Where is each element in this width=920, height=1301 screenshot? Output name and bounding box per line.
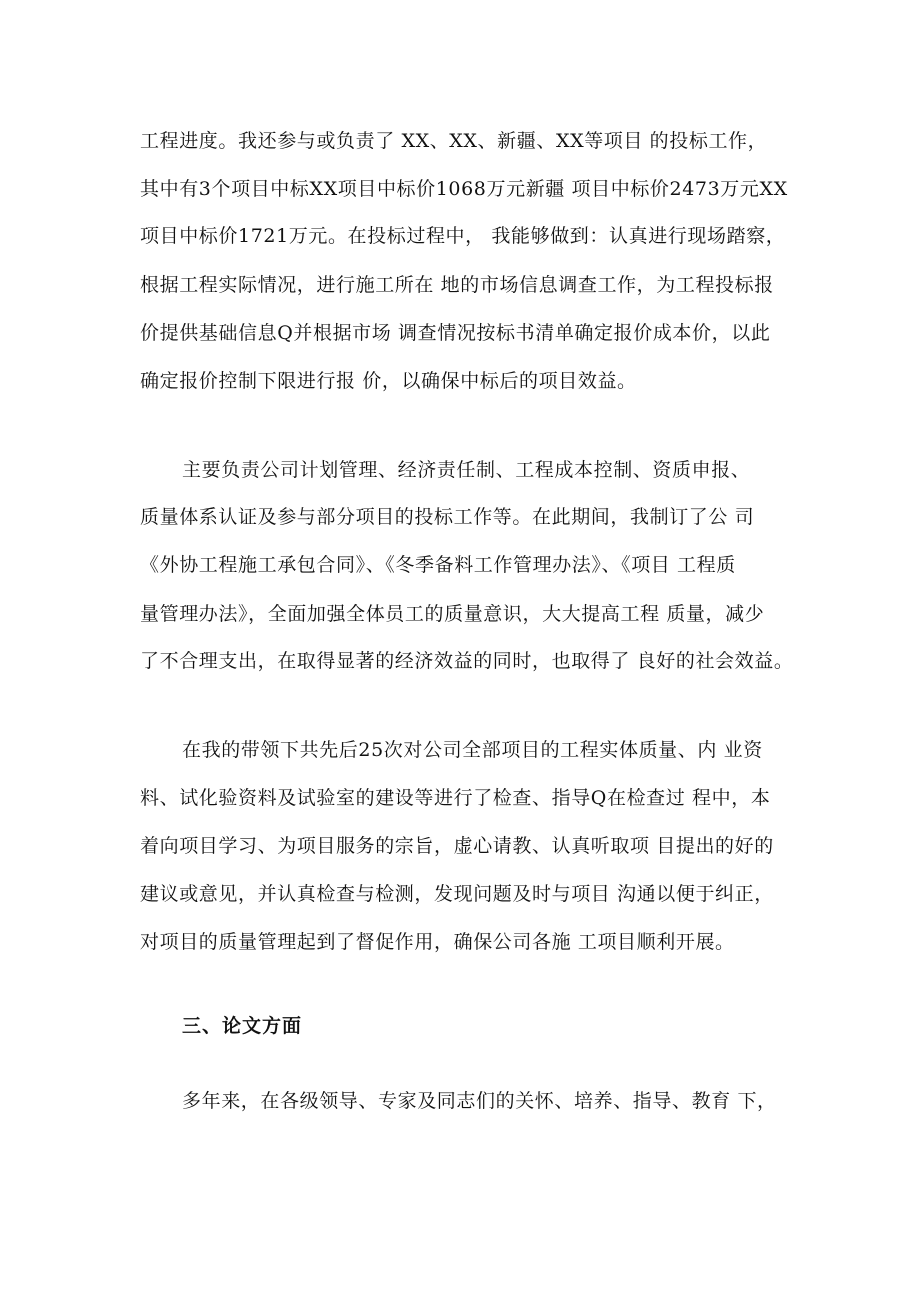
- section-heading: 三、论文方面: [182, 1015, 303, 1037]
- text-line: 质量体系认证及参与部分项目的投标工作等。在此期间，我制订了公 司: [140, 506, 755, 528]
- text-line: 确定报价控制下限进行报 价，以确保中标后的项目效益。: [140, 370, 637, 392]
- text-line: 价提供基础信息Q并根据市场 调查情况按标书清单确定报价成本价，以此: [140, 322, 771, 344]
- text-line: 料、试化验资料及试验室的建设等进行了检查、指导Q在检查过 程中，本: [140, 787, 771, 809]
- text-line: 了不合理支出，在取得显著的经济效益的同时，也取得了 良好的社会效益。: [140, 650, 794, 672]
- text-line: 量管理办法》，全面加强全体员工的质量意识，大大提高工程 质量，减少: [140, 603, 765, 625]
- text-line: 建议或意见，并认真检查与检测，发现问题及时与项目 沟通以便于纠正，: [140, 883, 774, 905]
- text-line: 其中有3个项目中标XX项目中标价1068万元新疆 项目中标价2473万元XX: [140, 178, 788, 200]
- text-line: 多年来，在各级领导、专家及同志们的关怀、培养、指导、教育 下，: [182, 1090, 777, 1112]
- text-line: 项目中标价1721万元。在投标过程中， 我能够做到：认真进行现场踏察，: [140, 225, 786, 247]
- text-line: 在我的带领下共先后25次对公司全部项目的工程实体质量、内 业资: [182, 739, 763, 761]
- text-line: 对项目的质量管理起到了督促作用，确保公司各施 工项目顺利开展。: [140, 931, 735, 953]
- text-line: 根据工程实际情况，进行施工所在 地的市场信息调查工作，为工程投标报: [140, 274, 774, 296]
- text-line: 着向项目学习、为项目服务的宗旨，虚心请教、认真听取项 目提出的好的: [140, 835, 774, 857]
- text-line: 工程进度。我还参与或负责了 XX、XX、新疆、XX等项目 的投标工作，: [140, 130, 768, 152]
- text-line: 主要负责公司计划管理、经济责任制、工程成本控制、资质申报、: [182, 459, 751, 481]
- text-line: 《外协工程施工承包合同》、《冬季备料工作管理办法》、《项目 工程质: [140, 554, 736, 576]
